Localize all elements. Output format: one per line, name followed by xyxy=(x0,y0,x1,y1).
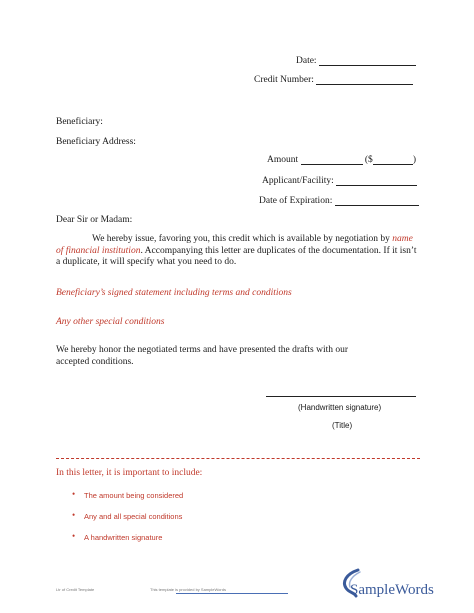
tip-item-3: A handwritten signature xyxy=(84,533,163,542)
applicant-line[interactable] xyxy=(336,176,417,186)
date-line[interactable] xyxy=(319,56,416,66)
dashed-divider xyxy=(56,458,420,459)
body-text-start: We hereby issue, favoring you, this credit which is available by negotiation by xyxy=(92,234,393,244)
title-label: (Title) xyxy=(332,421,353,430)
signature-line[interactable] xyxy=(266,396,416,397)
tip-item-1: The amount being considered xyxy=(84,491,184,500)
applicant-label: Applicant/Facility: xyxy=(262,176,334,186)
salutation: Dear Sir or Madam: xyxy=(56,215,133,225)
body-text-end: . Accompanying this letter are duplicates of the documentation. If it isn’t a duplicate, it will specify what you need to do. xyxy=(56,245,417,267)
amount-line[interactable] xyxy=(301,155,363,165)
signed-statement: Beneficiary’s signed statement including terms and conditions xyxy=(56,288,292,298)
logo-text: SampleWords xyxy=(350,582,434,598)
bullet-dot-3: • xyxy=(72,531,76,541)
credit-number-field xyxy=(254,75,413,85)
date-label: Date: xyxy=(296,56,317,66)
date-field xyxy=(296,56,416,66)
institution-placeholder: name of financial institution xyxy=(56,234,413,256)
tips-heading: In this letter, it is important to include: xyxy=(56,468,203,478)
amount-label: Amount xyxy=(267,155,299,165)
special-conditions: Any other special conditions xyxy=(56,317,165,327)
handwritten-signature-label: (Handwritten signature) xyxy=(298,403,382,412)
amount-dollar-line[interactable] xyxy=(373,155,413,165)
honor-paragraph: We hereby honor the negotiated terms and have presented the drafts with our accepted conditions. xyxy=(56,345,349,367)
beneficiary-address-label: Beneficiary Address: xyxy=(56,137,136,147)
expiration-line[interactable] xyxy=(335,196,419,206)
bullet-dot-2: • xyxy=(72,510,76,520)
bullet-dot-1: • xyxy=(72,489,76,499)
amount-paren-close: ) xyxy=(412,155,416,165)
credit-number-line[interactable] xyxy=(316,75,413,85)
footer-mid-text: This template is provided by SampleWords xyxy=(150,587,226,592)
expiration-label: Date of Expiration: xyxy=(259,196,333,206)
amount-paren-open: ($ xyxy=(364,155,373,165)
beneficiary-label: Beneficiary: xyxy=(56,117,103,127)
credit-number-label: Credit Number: xyxy=(254,75,314,85)
footer-left-text: Ltr of Credit Template xyxy=(56,587,95,592)
expiration-field xyxy=(259,196,419,206)
applicant-field xyxy=(262,176,417,186)
amount-field xyxy=(267,155,416,165)
body-paragraph xyxy=(56,234,420,269)
footer-mid-underline xyxy=(176,593,288,594)
tip-item-2: Any and all special conditions xyxy=(84,512,183,521)
